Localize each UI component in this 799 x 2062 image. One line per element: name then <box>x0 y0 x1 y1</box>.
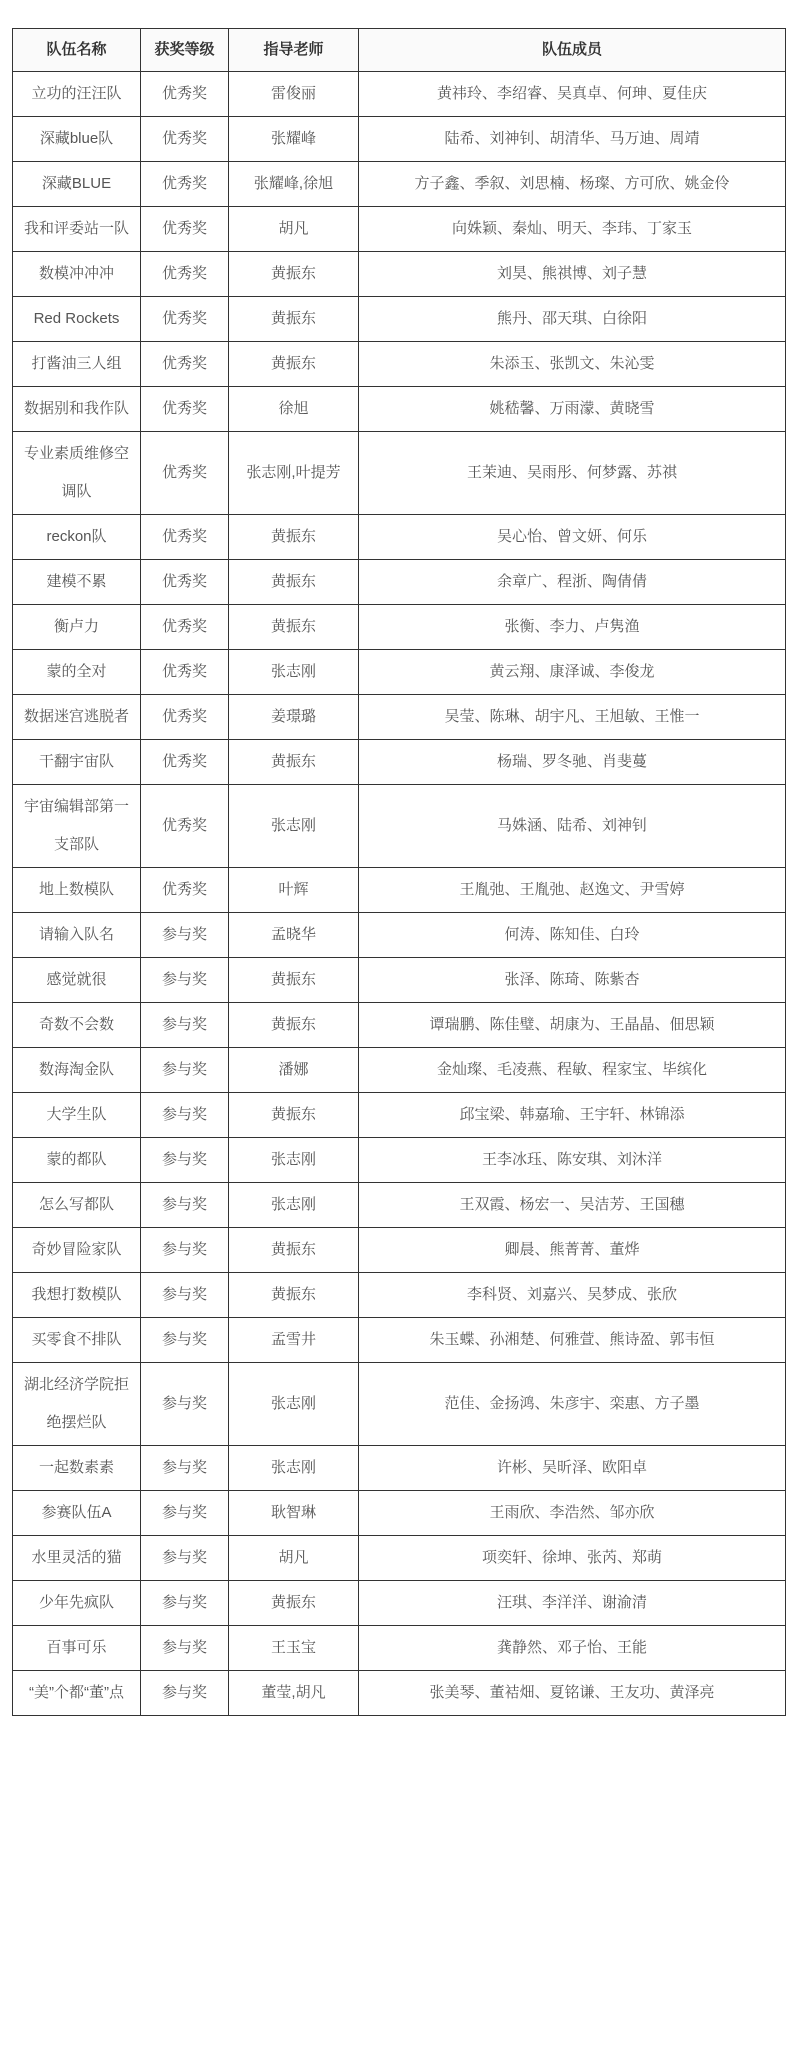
column-header-team-members: 队伍成员 <box>359 29 786 72</box>
advisor-cell: 叶辉 <box>229 868 359 913</box>
table-row <box>13 560 786 605</box>
award-level-cell: 参与奖 <box>141 958 229 1003</box>
award-level-cell: 参与奖 <box>141 1228 229 1273</box>
table-row <box>13 1183 786 1228</box>
advisor-cell: 耿智琳 <box>229 1491 359 1536</box>
team-name-cell: 立功的汪汪队 <box>13 72 141 117</box>
team-members-cell: 张衡、李力、卢隽渔 <box>359 605 786 650</box>
award-level-cell: 参与奖 <box>141 1183 229 1228</box>
team-members-cell: 王双霞、杨宏一、吴洁芳、王国穗 <box>359 1183 786 1228</box>
table-row <box>13 1093 786 1138</box>
table-header <box>13 29 786 72</box>
award-level-cell: 优秀奖 <box>141 695 229 740</box>
team-members-cell: 卿晨、熊菁菁、董烨 <box>359 1228 786 1273</box>
team-members-cell: 姚嵇馨、万雨濛、黄晓雪 <box>359 387 786 432</box>
award-level-cell: 参与奖 <box>141 1581 229 1626</box>
advisor-cell: 黄振东 <box>229 958 359 1003</box>
award-level-cell: 参与奖 <box>141 1626 229 1671</box>
team-members-cell: 汪琪、李洋洋、谢渝清 <box>359 1581 786 1626</box>
team-members-cell: 吴莹、陈琳、胡宇凡、王旭敏、王惟一 <box>359 695 786 740</box>
award-level-cell: 参与奖 <box>141 1363 229 1446</box>
advisor-cell: 张耀峰 <box>229 117 359 162</box>
team-name-cell: “美”个都“董”点 <box>13 1671 141 1716</box>
award-level-cell: 优秀奖 <box>141 785 229 868</box>
team-name-cell: 感觉就很 <box>13 958 141 1003</box>
advisor-cell: 张志刚,叶提芳 <box>229 432 359 515</box>
table-row <box>13 72 786 117</box>
table-row <box>13 1363 786 1446</box>
advisor-cell: 张志刚 <box>229 785 359 868</box>
team-name-cell: 买零食不排队 <box>13 1318 141 1363</box>
team-name-cell: 数海淘金队 <box>13 1048 141 1093</box>
table-row <box>13 207 786 252</box>
award-level-cell: 优秀奖 <box>141 72 229 117</box>
award-level-cell: 参与奖 <box>141 1671 229 1716</box>
award-level-cell: 优秀奖 <box>141 605 229 650</box>
advisor-cell: 黄振东 <box>229 252 359 297</box>
award-level-cell: 优秀奖 <box>141 650 229 695</box>
team-members-cell: 张美琴、董袺畑、夏铭谦、王友功、黄泽亮 <box>359 1671 786 1716</box>
award-level-cell: 参与奖 <box>141 1048 229 1093</box>
table-row <box>13 1318 786 1363</box>
advisor-cell: 黄振东 <box>229 740 359 785</box>
team-name-cell: reckon队 <box>13 515 141 560</box>
team-name-cell: 衡卢力 <box>13 605 141 650</box>
team-name-cell: 宇宙编辑部第一支部队 <box>13 785 141 868</box>
team-members-cell: 马姝涵、陆希、刘神钊 <box>359 785 786 868</box>
table-row <box>13 117 786 162</box>
team-members-cell: 陆希、刘神钊、胡清华、马万迪、周靖 <box>359 117 786 162</box>
table-row <box>13 515 786 560</box>
table-row <box>13 1138 786 1183</box>
team-name-cell: 大学生队 <box>13 1093 141 1138</box>
award-level-cell: 优秀奖 <box>141 207 229 252</box>
advisor-cell: 黄振东 <box>229 605 359 650</box>
advisor-cell: 黄振东 <box>229 1093 359 1138</box>
table-row <box>13 868 786 913</box>
table-row <box>13 1446 786 1491</box>
team-members-cell: 项奕轩、徐坤、张芮、郑萌 <box>359 1536 786 1581</box>
team-members-cell: 邱宝梁、韩嘉瑜、王宇轩、林锦添 <box>359 1093 786 1138</box>
table-row <box>13 252 786 297</box>
advisor-cell: 黄振东 <box>229 297 359 342</box>
team-name-cell: 蒙的全对 <box>13 650 141 695</box>
table-row <box>13 1671 786 1716</box>
award-level-cell: 优秀奖 <box>141 117 229 162</box>
award-level-cell: 参与奖 <box>141 1003 229 1048</box>
team-members-cell: 刘昊、熊祺博、刘子慧 <box>359 252 786 297</box>
award-level-cell: 参与奖 <box>141 1273 229 1318</box>
table-row <box>13 162 786 207</box>
table-row <box>13 913 786 958</box>
advisor-cell: 姜璟璐 <box>229 695 359 740</box>
table-row <box>13 1626 786 1671</box>
team-name-cell: 深藏blue队 <box>13 117 141 162</box>
team-members-cell: 王胤弛、王胤弛、赵逸文、尹雪婷 <box>359 868 786 913</box>
team-members-cell: 谭瑞鹏、陈佳璧、胡康为、王晶晶、佃思颖 <box>359 1003 786 1048</box>
advisor-cell: 张志刚 <box>229 650 359 695</box>
table-row <box>13 1273 786 1318</box>
award-level-cell: 参与奖 <box>141 1093 229 1138</box>
team-members-cell: 方子鑫、季叙、刘思楠、杨璨、方可欣、姚金伶 <box>359 162 786 207</box>
team-members-cell: 王雨欣、李浩然、邹亦欣 <box>359 1491 786 1536</box>
award-level-cell: 参与奖 <box>141 913 229 958</box>
column-header-advisor: 指导老师 <box>229 29 359 72</box>
award-level-cell: 优秀奖 <box>141 515 229 560</box>
award-level-cell: 优秀奖 <box>141 342 229 387</box>
header-row <box>13 29 786 72</box>
advisor-cell: 张耀峰,徐旭 <box>229 162 359 207</box>
team-name-cell: 数据别和我作队 <box>13 387 141 432</box>
advisor-cell: 黄振东 <box>229 1228 359 1273</box>
award-level-cell: 参与奖 <box>141 1318 229 1363</box>
table-row <box>13 1536 786 1581</box>
table-row <box>13 432 786 515</box>
team-name-cell: 少年先疯队 <box>13 1581 141 1626</box>
team-name-cell: 百事可乐 <box>13 1626 141 1671</box>
advisor-cell: 董莹,胡凡 <box>229 1671 359 1716</box>
team-members-cell: 黄祎玲、李绍睿、吴真卓、何珅、夏佳庆 <box>359 72 786 117</box>
team-members-cell: 许彬、吴昕泽、欧阳卓 <box>359 1446 786 1491</box>
table-row <box>13 1491 786 1536</box>
advisor-cell: 王玉宝 <box>229 1626 359 1671</box>
team-members-cell: 何涛、陈知佳、白玲 <box>359 913 786 958</box>
team-members-cell: 杨瑞、罗冬驰、肖斐蔓 <box>359 740 786 785</box>
team-name-cell: 干翻宇宙队 <box>13 740 141 785</box>
column-header-award-level: 获奖等级 <box>141 29 229 72</box>
team-name-cell: 打酱油三人组 <box>13 342 141 387</box>
team-members-cell: 黄云翔、康泽诚、李俊龙 <box>359 650 786 695</box>
advisor-cell: 张志刚 <box>229 1183 359 1228</box>
award-level-cell: 优秀奖 <box>141 868 229 913</box>
team-name-cell: 数据迷宫逃脱者 <box>13 695 141 740</box>
award-level-cell: 优秀奖 <box>141 162 229 207</box>
advisor-cell: 胡凡 <box>229 207 359 252</box>
awards-table <box>12 28 786 1716</box>
team-members-cell: 余章广、程浙、陶倩倩 <box>359 560 786 605</box>
team-members-cell: 王茉迪、吴雨彤、何梦露、苏祺 <box>359 432 786 515</box>
table-row <box>13 650 786 695</box>
team-name-cell: 奇妙冒险家队 <box>13 1228 141 1273</box>
team-name-cell: 一起数素素 <box>13 1446 141 1491</box>
team-members-cell: 李科贤、刘嘉兴、吴梦成、张欣 <box>359 1273 786 1318</box>
team-name-cell: 参赛队伍A <box>13 1491 141 1536</box>
advisor-cell: 张志刚 <box>229 1363 359 1446</box>
award-level-cell: 参与奖 <box>141 1536 229 1581</box>
advisor-cell: 黄振东 <box>229 1003 359 1048</box>
table-row <box>13 1581 786 1626</box>
table-row <box>13 297 786 342</box>
advisor-cell: 张志刚 <box>229 1446 359 1491</box>
team-name-cell: Red Rockets <box>13 297 141 342</box>
team-name-cell: 请输入队名 <box>13 913 141 958</box>
award-level-cell: 优秀奖 <box>141 432 229 515</box>
team-name-cell: 专业素质维修空调队 <box>13 432 141 515</box>
team-members-cell: 龚静然、邓子怡、王能 <box>359 1626 786 1671</box>
award-level-cell: 参与奖 <box>141 1491 229 1536</box>
advisor-cell: 黄振东 <box>229 342 359 387</box>
team-name-cell: 蒙的都队 <box>13 1138 141 1183</box>
table-row <box>13 1048 786 1093</box>
award-level-cell: 优秀奖 <box>141 387 229 432</box>
team-members-cell: 向姝颖、秦灿、明天、李玮、丁家玉 <box>359 207 786 252</box>
team-name-cell: 我想打数模队 <box>13 1273 141 1318</box>
advisor-cell: 雷俊丽 <box>229 72 359 117</box>
award-level-cell: 优秀奖 <box>141 740 229 785</box>
advisor-cell: 张志刚 <box>229 1138 359 1183</box>
team-members-cell: 朱玉蝶、孙湘楚、何雅萱、熊诗盈、郭韦恒 <box>359 1318 786 1363</box>
column-header-team-name: 队伍名称 <box>13 29 141 72</box>
advisor-cell: 潘娜 <box>229 1048 359 1093</box>
table-row <box>13 342 786 387</box>
advisor-cell: 徐旭 <box>229 387 359 432</box>
table-row <box>13 695 786 740</box>
team-name-cell: 建模不累 <box>13 560 141 605</box>
award-level-cell: 优秀奖 <box>141 297 229 342</box>
team-members-cell: 金灿璨、毛凌燕、程敏、程家宝、毕缤化 <box>359 1048 786 1093</box>
advisor-cell: 黄振东 <box>229 1273 359 1318</box>
team-name-cell: 数模冲冲冲 <box>13 252 141 297</box>
team-name-cell: 奇数不会数 <box>13 1003 141 1048</box>
table-row <box>13 1228 786 1273</box>
table-row <box>13 785 786 868</box>
table-body <box>13 72 786 1716</box>
table-row <box>13 740 786 785</box>
team-members-cell: 朱添玉、张凯文、朱沁雯 <box>359 342 786 387</box>
team-name-cell: 我和评委站一队 <box>13 207 141 252</box>
table-row <box>13 387 786 432</box>
team-members-cell: 熊丹、邵天琪、白徐阳 <box>359 297 786 342</box>
team-members-cell: 范佳、金扬鸿、朱彦宇、栾惠、方子墨 <box>359 1363 786 1446</box>
team-name-cell: 水里灵活的猫 <box>13 1536 141 1581</box>
award-level-cell: 参与奖 <box>141 1138 229 1183</box>
team-name-cell: 湖北经济学院拒绝摆烂队 <box>13 1363 141 1446</box>
advisor-cell: 黄振东 <box>229 515 359 560</box>
award-level-cell: 优秀奖 <box>141 560 229 605</box>
advisor-cell: 胡凡 <box>229 1536 359 1581</box>
team-members-cell: 王李冰珏、陈安琪、刘沐洋 <box>359 1138 786 1183</box>
award-level-cell: 参与奖 <box>141 1446 229 1491</box>
team-members-cell: 吴心怡、曾文妍、何乐 <box>359 515 786 560</box>
team-members-cell: 张泽、陈琦、陈紫杏 <box>359 958 786 1003</box>
advisor-cell: 黄振东 <box>229 1581 359 1626</box>
team-name-cell: 怎么写都队 <box>13 1183 141 1228</box>
table-row <box>13 605 786 650</box>
team-name-cell: 深藏BLUE <box>13 162 141 207</box>
advisor-cell: 黄振东 <box>229 560 359 605</box>
advisor-cell: 孟晓华 <box>229 913 359 958</box>
table-row <box>13 958 786 1003</box>
team-name-cell: 地上数模队 <box>13 868 141 913</box>
table-row <box>13 1003 786 1048</box>
advisor-cell: 孟雪井 <box>229 1318 359 1363</box>
award-level-cell: 优秀奖 <box>141 252 229 297</box>
